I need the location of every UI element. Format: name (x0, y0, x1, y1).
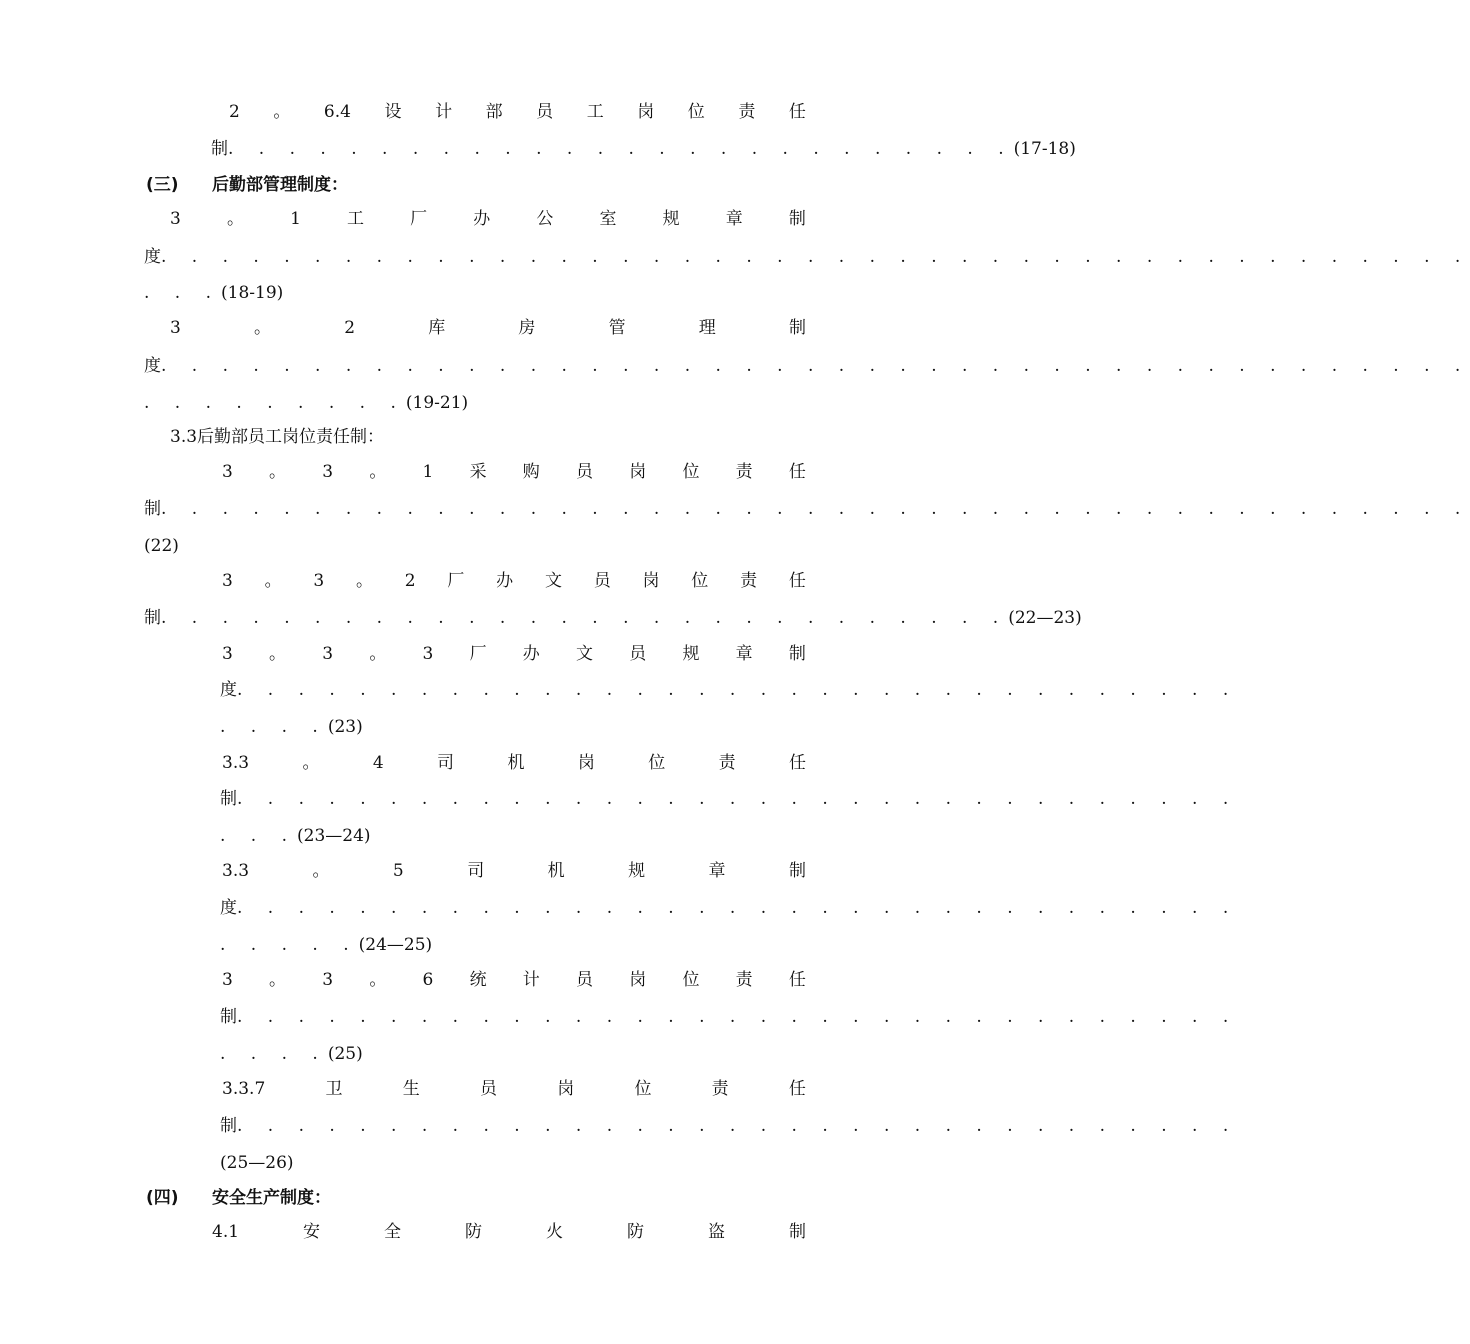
leader-dots: . . . . . . . . . . . . . . . . . . . . . . . . . . . . . . . . . (237, 898, 1239, 918)
leader-dots: . . . . . . . . . . . . . . . . . . . . . . . . . . . . (161, 608, 1009, 628)
toc-token: 工 (347, 209, 365, 229)
leader-dots: . . . . (220, 717, 328, 737)
toc-entry-tokens (222, 966, 806, 994)
toc-entry-page-line (220, 931, 432, 959)
toc-token: 4 (372, 753, 384, 773)
toc-token: 室 (599, 209, 617, 229)
toc-token: 3 (222, 970, 233, 990)
toc-token: 。 (312, 861, 330, 881)
toc-entry-dots-line (144, 604, 1082, 632)
toc-token: 。 (269, 970, 287, 990)
page-range: (22—23) (1008, 608, 1082, 628)
entry-lead: 制 (144, 608, 161, 628)
toc-token: 3 (313, 571, 325, 591)
leader-dots: . . . . . . . . . . . . . . . . . . . . . . . . . . (228, 139, 1014, 159)
entry-lead: 度 (220, 680, 237, 700)
toc-token: 位 (682, 970, 700, 990)
toc-token: 规 (662, 209, 680, 229)
toc-token: 文 (576, 644, 594, 664)
toc-token: 工 (586, 102, 604, 122)
toc-token: 3 (170, 209, 181, 229)
page-range: (24—25) (358, 935, 433, 955)
page-range: (25—26) (220, 1153, 294, 1173)
toc-entry-tokens (222, 567, 806, 595)
toc-token: 员 (576, 970, 594, 990)
toc-token: 计 (435, 102, 453, 122)
page-range: (17-18) (1013, 139, 1076, 159)
page-range: (23) (327, 717, 363, 737)
toc-token: 办 (496, 571, 514, 591)
toc-token: 3 (322, 644, 334, 664)
toc-token: 任 (789, 753, 806, 773)
toc-token: 3 (422, 644, 434, 664)
toc-token: 位 (682, 462, 700, 482)
toc-token: 卫 (325, 1079, 343, 1099)
toc-token: 火 (545, 1222, 563, 1242)
toc-token: 章 (735, 644, 753, 664)
section-number: (三) (146, 175, 179, 195)
toc-token: 3 (322, 970, 334, 990)
toc-token: 机 (507, 753, 525, 773)
toc-token: 任 (788, 462, 806, 482)
toc-token: 员 (576, 462, 594, 482)
toc-entry-tokens (222, 458, 806, 486)
toc-entry-page-line (220, 713, 363, 741)
toc-token: 任 (788, 102, 806, 122)
entry-lead: 度 (144, 356, 161, 376)
toc-entry-tokens (222, 749, 806, 777)
toc-entry-tokens (170, 314, 806, 342)
toc-token: 责 (738, 102, 756, 122)
toc-token: 采 (469, 462, 487, 482)
toc-token: 计 (522, 970, 540, 990)
toc-token: 。 (302, 753, 320, 773)
toc-token: 责 (711, 1079, 729, 1099)
toc-entry-tokens (222, 1075, 806, 1103)
toc-token: 统 (469, 970, 487, 990)
toc-token: 制 (788, 318, 806, 338)
toc-token: 文 (544, 571, 562, 591)
toc-token: 。 (226, 209, 244, 229)
toc-token: 1 (422, 462, 434, 482)
toc-token: 。 (269, 644, 287, 664)
toc-entry-page-line (144, 279, 283, 307)
toc-token: 3.3 (222, 861, 250, 881)
toc-token: 任 (788, 571, 806, 591)
toc-token: 责 (735, 462, 753, 482)
toc-entry-page-line (144, 389, 468, 417)
toc-token: 厂 (447, 571, 465, 591)
toc-entry-dots-line (144, 352, 1470, 380)
entry-lead: 度 (220, 898, 237, 918)
toc-token: 防 (626, 1222, 644, 1242)
toc-token: 3.3 (222, 753, 250, 773)
page-range: (25) (327, 1044, 363, 1064)
leader-dots: . . . . . . . . . (144, 393, 406, 413)
toc-token: 责 (718, 753, 736, 773)
toc-entry-tokens (222, 640, 806, 668)
toc-entry-tokens (212, 1218, 806, 1246)
toc-token: 3 (222, 571, 233, 591)
toc-token: 购 (522, 462, 540, 482)
toc-token: 盗 (707, 1222, 725, 1242)
leader-dots: . . . . . . . . . . . . . . . . . . . . . . . . . . . . . . . . . (237, 789, 1239, 809)
toc-token: 章 (708, 861, 726, 881)
entry-lead: 制 (220, 789, 237, 809)
toc-token: 。 (369, 644, 387, 664)
toc-token: 制 (788, 861, 806, 881)
toc-token: 全 (384, 1222, 402, 1242)
toc-token: 厂 (469, 644, 487, 664)
toc-token: 章 (725, 209, 743, 229)
toc-token: 员 (593, 571, 611, 591)
entry-lead: 制 (144, 499, 161, 519)
toc-token: 。 (273, 102, 291, 122)
toc-token: 安 (303, 1222, 321, 1242)
toc-token: 责 (735, 970, 753, 990)
toc-token: 岗 (557, 1079, 575, 1099)
toc-token: 员 (629, 644, 647, 664)
toc-token: 部 (485, 102, 503, 122)
toc-entry-dots-line (220, 676, 1239, 704)
toc-token: 。 (264, 571, 282, 591)
toc-token: 2 (229, 102, 240, 122)
toc-subheading: 3.3后勤部员工岗位责任制： (170, 427, 385, 447)
page-range: (19-21) (405, 393, 469, 413)
page-range: (23—24) (297, 826, 371, 846)
toc-token: 司 (437, 753, 455, 773)
section-heading-3 (146, 171, 348, 199)
toc-token: 。 (269, 462, 287, 482)
toc-entry-dots-line (220, 1112, 1239, 1140)
toc-token: 规 (628, 861, 646, 881)
leader-dots: . . . . (220, 1044, 328, 1064)
leader-dots: . . . . . . . . . . . . . . . . . . . . . . . . . . . . . . . . . (237, 680, 1239, 700)
toc-entry-dots-line (144, 243, 1470, 271)
toc-token: 岗 (637, 102, 655, 122)
leader-dots: . . . (144, 283, 222, 303)
toc-token: 任 (788, 970, 806, 990)
toc-token: 。 (254, 318, 272, 338)
toc-token: 。 (369, 970, 387, 990)
toc-token: 办 (522, 644, 540, 664)
page-range: (18-19) (221, 283, 284, 303)
toc-token: 位 (634, 1079, 652, 1099)
toc-entry-dots-line (144, 495, 1470, 523)
toc-token: 办 (473, 209, 491, 229)
toc-token: 责 (740, 571, 758, 591)
entry-lead: 度 (144, 247, 161, 267)
leader-dots: . . . . . . . . . . . . . . . . . . . . . . . . . . . . . . . . . . . . . . . . . . . (161, 247, 1470, 267)
leader-dots: . . . . . . . . . . . . . . . . . . . . . . . . . . . . . . . . . (237, 1116, 1239, 1136)
toc-entry-page-line (220, 1149, 294, 1177)
leader-dots: . . . . . . . . . . . . . . . . . . . . . . . . . . . . . . . . . . . . . . . . . . . (161, 499, 1470, 519)
toc-token: 岗 (629, 462, 647, 482)
leader-dots: . . . . . . . . . . . . . . . . . . . . . . . . . . . . . . . . . . . . . . . . . . . (161, 356, 1470, 376)
leader-dots: . . . (220, 826, 298, 846)
toc-token: 制 (788, 1222, 806, 1242)
toc-entry-dots-line (220, 1003, 1239, 1031)
toc-token: 员 (479, 1079, 497, 1099)
toc-entry-dots-line (220, 894, 1239, 922)
leader-dots: . . . . . (220, 935, 359, 955)
toc-token: 。 (369, 462, 387, 482)
leader-dots: . . . . . . . . . . . . . . . . . . . . . . . . . . . . . . . . . (237, 1007, 1239, 1027)
toc-token: 岗 (642, 571, 660, 591)
toc-token: 规 (682, 644, 700, 664)
toc-token: 司 (467, 861, 485, 881)
toc-token: 房 (518, 318, 536, 338)
page-range: (22) (144, 536, 179, 556)
toc-token: 机 (547, 861, 565, 881)
toc-token: 任 (788, 1079, 806, 1099)
entry-lead: 制 (220, 1007, 237, 1027)
toc-entry-page-line (220, 822, 371, 850)
toc-token: 库 (428, 318, 446, 338)
toc-token: 岗 (577, 753, 595, 773)
toc-token: 管 (608, 318, 626, 338)
toc-token: 2 (344, 318, 356, 338)
entry-lead: 制 (211, 139, 228, 159)
toc-entry-tokens (222, 857, 806, 885)
toc-token: 3 (222, 462, 233, 482)
toc-token: 。 (356, 571, 373, 591)
toc-entry-dots-line (220, 785, 1239, 813)
toc-token: 制 (788, 644, 806, 664)
toc-entry-page-line (144, 532, 179, 560)
toc-entry-tokens (229, 98, 806, 126)
toc-token: 1 (290, 209, 301, 229)
toc-token: 位 (648, 753, 666, 773)
entry-lead: 制 (220, 1116, 237, 1136)
toc-token: 6.4 (323, 102, 351, 122)
toc-token: 3.3.7 (222, 1079, 266, 1099)
section-number: (四) (146, 1188, 179, 1208)
toc-token: 生 (402, 1079, 420, 1099)
toc-token: 2 (404, 571, 416, 591)
toc-token: 岗 (629, 970, 647, 990)
section-title: 后勤部管理制度： (212, 175, 348, 195)
toc-entry-tokens (170, 205, 806, 233)
toc-token: 6 (422, 970, 434, 990)
toc-entry-dots-line (211, 135, 1076, 163)
toc-entry-page-line (220, 1040, 363, 1068)
toc-token: 制 (788, 209, 806, 229)
toc-token: 位 (691, 571, 709, 591)
toc-token: 防 (465, 1222, 482, 1242)
section-title: 安全生产制度： (212, 1188, 331, 1208)
toc-token: 位 (687, 102, 705, 122)
toc-token: 4.1 (212, 1222, 240, 1242)
toc-token: 3 (170, 318, 181, 338)
toc-token: 员 (536, 102, 554, 122)
toc-token: 3 (222, 644, 233, 664)
toc-token: 5 (392, 861, 404, 881)
toc-token: 理 (698, 318, 716, 338)
toc-token: 厂 (410, 209, 428, 229)
toc-token: 3 (322, 462, 334, 482)
section-heading-4 (146, 1184, 331, 1212)
toc-token: 公 (536, 209, 554, 229)
toc-token: 设 (384, 102, 402, 122)
